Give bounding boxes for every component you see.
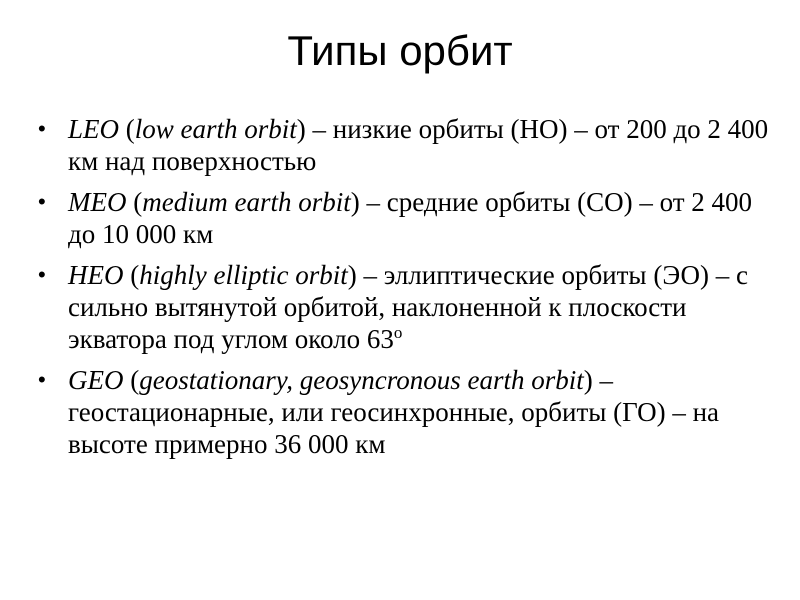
orbit-description: – низкие орбиты (НО) – от 200 до 2 400 км над поверхностью (68, 114, 769, 176)
bullet-item-heo (34, 259, 774, 355)
bullet-item-geo (34, 364, 774, 460)
open-paren: ( (126, 187, 143, 217)
degree-superscript: o (393, 323, 403, 342)
orbit-abbreviation: HEO (68, 260, 124, 290)
orbit-abbreviation: MEO (68, 187, 127, 217)
close-paren: ) (350, 187, 360, 217)
open-paren: ( (123, 365, 140, 395)
close-paren: ) (583, 365, 593, 395)
bullet-icon: • (38, 262, 46, 287)
orbit-description: – геостационарные, или геосинхронные, орбиты (ГО) – на высоте примерно 36 000 км (68, 365, 720, 459)
bullet-icon: • (38, 189, 46, 214)
bullet-icon: • (38, 116, 46, 141)
orbit-description: – средние орбиты (СО) – от 2 400 до 10 000 км (68, 187, 753, 249)
orbit-expansion: medium earth orbit (142, 187, 351, 217)
open-paren: ( (123, 260, 140, 290)
orbit-abbreviation: LEO (68, 114, 120, 144)
orbit-expansion: highly elliptic orbit (139, 260, 348, 290)
close-paren: ) (347, 260, 357, 290)
bullet-item-leo (34, 113, 774, 177)
bullet-icon: • (38, 367, 46, 392)
orbit-expansion: geostationary, geosyncronous earth orbit (139, 365, 584, 395)
open-paren: ( (119, 114, 135, 144)
orbit-description: – эллиптические орбиты (ЭО) – с сильно вытянутой орбитой, наклоненной к плоскости экватора под углом около 63 (68, 260, 748, 354)
orbit-abbreviation: GEO (68, 365, 124, 395)
bullet-list (34, 113, 774, 469)
bullet-item-meo (34, 186, 774, 250)
close-paren: ) (296, 114, 306, 144)
slide-title: Типы орбит (287, 27, 513, 74)
orbit-expansion: low earth orbit (134, 114, 297, 144)
